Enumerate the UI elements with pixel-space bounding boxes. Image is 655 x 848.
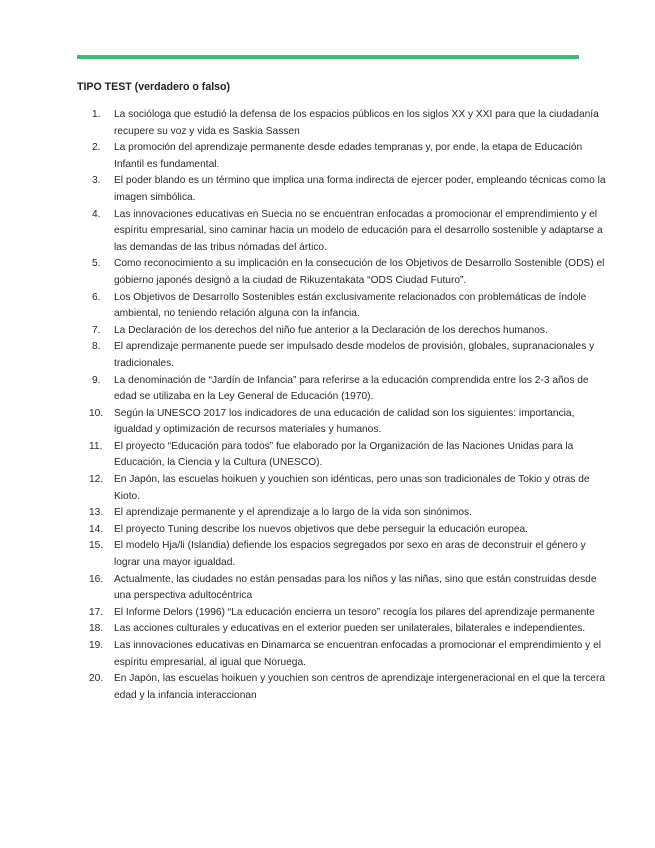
question-text: Las acciones culturales y educativas en el exterior pueden ser unilaterales, bilaterales e independientes. [114,623,586,635]
question-text: Actualmente, las ciudades no están pensadas para los niños y las niñas, sino que están construidas desde una perspectiva adultocéntrica [114,573,597,602]
question-number: 2. [92,142,101,154]
question-list [77,107,607,704]
question-number: 10. [89,407,104,419]
question-number: 7. [92,324,101,336]
question-number: 18. [89,623,104,635]
question-item [77,207,607,257]
question-text: Según la UNESCO 2017 los indicadores de una educación de calidad son los siguientes: importancia, igualdad y optimización de recursos materiales y humanos. [114,407,575,436]
question-text: En Japón, las escuelas hoikuen y youchien son idénticas, pero unas son tradicionales de Tokio y otras de Kioto. [114,474,590,502]
question-number: 17. [89,606,104,618]
question-number: 12. [89,474,104,486]
question-number: 9. [92,374,101,386]
question-number: 6. [92,291,101,303]
question-text: La Declaración de los derechos del niño fue anterior a la Declaración de los derechos humanos. [114,324,548,336]
question-item [77,107,607,140]
question-number: 15. [89,540,104,552]
question-text: Las innovaciones educativas en Suecia no se encuentran enfocadas a promocionar el emprendimiento y el espíritu empresarial, sino caminar hacia un modelo de educación para el desarrollo sostenible y adaptarse a las demandas de las tribus nómadas del ártico. [114,208,603,253]
question-item [77,572,607,605]
question-item [77,406,607,439]
question-number: 14. [89,523,104,535]
question-item [77,538,607,571]
question-number: 4. [92,208,101,220]
question-text: Los Objetivos de Desarrollo Sostenibles están exclusivamente relacionados con problemáticas de índole ambiental, no teniendo relación alguna con la infancia. [114,291,587,320]
question-text: En Japón, las escuelas hoikuen y youchien son centros de aprendizaje intergeneracional en el que la tercera edad y la infancia interaccionan [114,673,606,701]
question-number: 11. [89,440,103,452]
question-number: 8. [92,341,101,353]
question-item [77,671,607,704]
question-item [77,323,607,340]
question-text: La promoción del aprendizaje permanente desde edades tempranas y, por ende, la etapa de Educación Infantil es fundamental. [114,142,583,170]
question-number: 16. [89,573,104,585]
question-item [77,373,607,406]
question-item [77,605,607,622]
question-text: Como reconocimiento a su implicación en la consecución de los Objetivos de Desarrollo Sostenible (ODS) el gobierno japonés designó a la ciudad de Rikuzentakata “ODS Ciudad Futuro”. [114,258,605,286]
question-item [77,439,607,472]
question-text: El proyecto “Educación para todos” fue elaborado por la Organización de las Naciones Unidas para la Educación, la Ciencia y la Cultura (UNESCO). [114,440,574,469]
question-text: Las innovaciones educativas en Dinamarca se encuentran enfocadas a promocionar el emprendimiento y el espíritu empresarial, al igual que Noruega. [114,640,602,668]
question-item [77,339,607,372]
question-item [77,638,607,671]
question-number: 19. [89,640,104,651]
question-text: El proyecto Tuning describe los nuevos objetivos que debe perseguir la educación europea. [114,523,528,535]
question-item [77,621,607,638]
header-rule [77,55,579,59]
question-item [77,173,607,206]
question-text: El modelo Hja/li (Islandia) defiende los espacios segregados por sexo en aras de deconstruir el género y lograr una mayor igualdad. [114,540,586,569]
section-heading: TIPO TEST (verdadero o falso) [77,81,231,93]
question-text: La denominación de “Jardín de Infancia” para referirse a la educación comprendida entre los 2-3 años de edad se utilizaba en la Ley General de Educación (1970). [114,374,589,403]
question-text: El poder blando es un término que implica una forma indirecta de ejercer poder, empleando técnicas como la imagen simbólica. [114,175,606,203]
question-item [77,472,607,505]
question-text: El aprendizaje permanente puede ser impulsado desde modelos de provisión, globales, supranacionales y tradicionales. [114,341,595,369]
question-item [77,505,607,522]
question-number: 1. [92,109,101,120]
question-item [77,256,607,289]
question-text: El aprendizaje permanente y el aprendizaje a lo largo de la vida son sinónimos. [114,507,472,519]
question-item [77,290,607,323]
question-item [77,140,607,173]
question-number: 5. [92,258,101,270]
question-number: 3. [92,175,101,187]
question-text: La socióloga que estudió la defensa de los espacios públicos en los siglos XX y XXI para que la ciudadanía recupere su voz y vida es Saskia Sassen [114,109,599,137]
question-item [77,522,607,539]
question-text: El Informe Delors (1996) “La educación encierra un tesoro” recogía los pilares del aprendizaje permanente [114,606,595,618]
question-number: 13. [89,507,104,519]
question-number: 20. [89,673,104,685]
